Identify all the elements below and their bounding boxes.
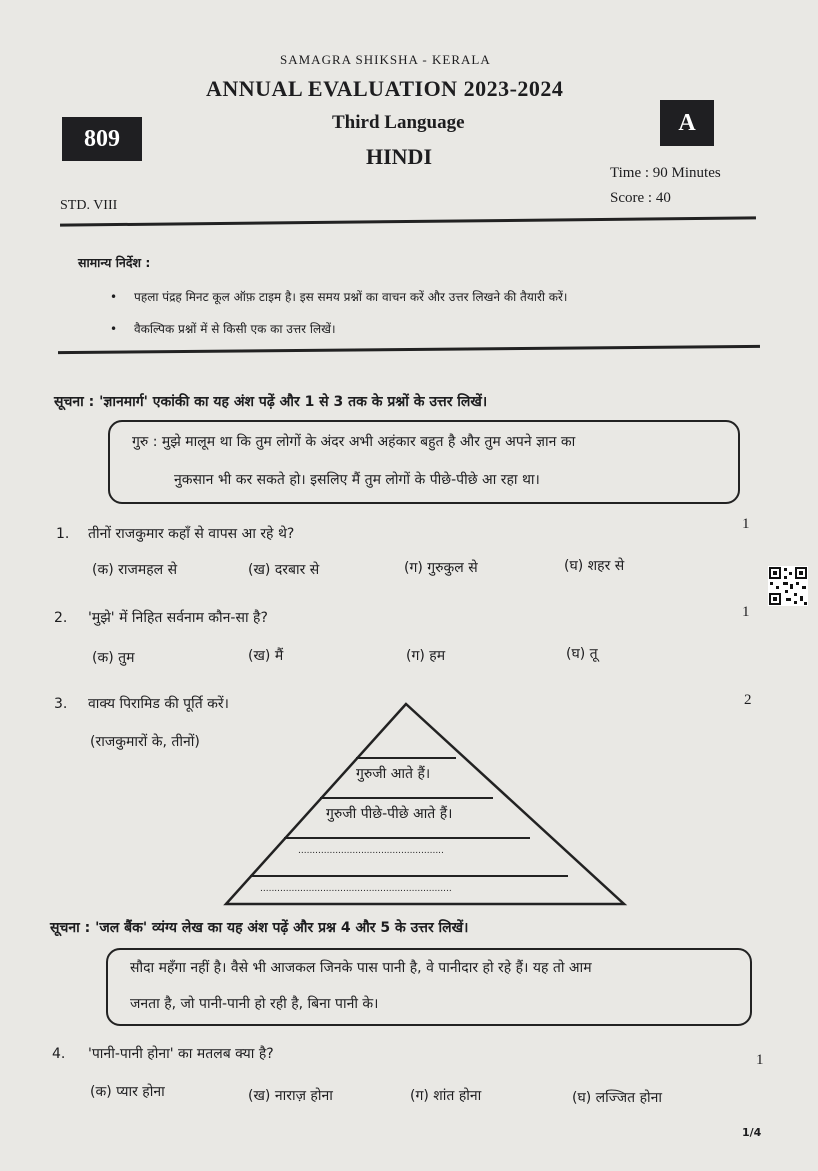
question-marks: 2: [744, 692, 752, 708]
header-divider: [60, 216, 756, 226]
option-d: (घ) तू: [566, 646, 598, 662]
question-number: 3.: [54, 696, 68, 712]
section2-note: सूचना : 'जल बैंक' व्यंग्य लेख का यह अंश पढ़ें और प्रश्न 4 और 5 के उत्तर लिखें।: [50, 920, 469, 936]
question-text: तीनों राजकुमार कहाँ से वापस आ रहे थे?: [88, 526, 295, 542]
option-c: (ग) हम: [406, 648, 446, 664]
pyramid-line-2: गुरुजी पीछे-पीछे आते हैं।: [326, 806, 453, 822]
instructions-heading: सामान्य निर्देश :: [78, 255, 151, 270]
question-text: 'मुझे' में निहित सर्वनाम कौन-सा है?: [88, 610, 268, 626]
option-b: (ख) मैं: [248, 648, 284, 664]
organization-name: SAMAGRA SHIKSHA - KERALA: [280, 52, 491, 67]
passage1-line2: नुकसान भी कर सकते हो। इसलिए मैं तुम लोगों के पीछे-पीछे आ रहा था।: [174, 472, 540, 488]
option-c: (ग) शांत होना: [410, 1088, 482, 1104]
passage2-line2: जनता है, जो पानी-पानी हो रही है, बिना पानी के।: [130, 996, 379, 1012]
question-marks: 1: [742, 516, 750, 532]
pyramid-line-3: ...................................................: [298, 846, 444, 856]
score-info: Score : 40: [610, 190, 671, 206]
instruction-item: •: [110, 322, 118, 336]
option-b: (ख) दरबार से: [248, 562, 320, 578]
question-number: 4.: [52, 1046, 66, 1062]
language-name: HINDI: [366, 144, 433, 169]
question-hint: (राजकुमारों के, तीनों): [90, 734, 200, 750]
time-info: Time : 90 Minutes: [610, 165, 721, 181]
paper-code-badge: 809: [62, 117, 142, 161]
qr-code-icon: [768, 566, 808, 606]
instruction-item: •: [110, 290, 118, 304]
instruction-item-text: पहला पंद्रह मिनट कूल ऑफ़ टाइम है। इस समय प्रश्नों का वाचन करें और उत्तर लिखने की तैयारी करें।: [134, 290, 568, 304]
option-a: (क) तुम: [92, 650, 135, 666]
set-label-badge: A: [660, 100, 714, 146]
question-text: वाक्य पिरामिड की पूर्ति करें।: [88, 696, 229, 712]
page-number: 1/4: [742, 1126, 762, 1139]
question-number: 1.: [56, 526, 70, 542]
instruction-item-text: वैकल्पिक प्रश्नों में से किसी एक का उत्तर लिखें।: [134, 322, 336, 336]
pyramid-line-4: ...................................................................: [260, 884, 452, 894]
section1-note: सूचना : 'ज्ञानमार्ग' एकांकी का यह अंश पढ़ें और 1 से 3 तक के प्रश्नों के उत्तर लिखें।: [54, 394, 488, 410]
option-a: (क) प्यार होना: [90, 1084, 165, 1100]
question-marks: 1: [756, 1052, 764, 1068]
question-marks: 1: [742, 604, 750, 620]
option-c: (ग) गुरुकुल से: [404, 560, 478, 576]
instructions-divider: [58, 345, 760, 354]
question-number: 2.: [54, 610, 68, 626]
option-b: (ख) नाराज़ होना: [248, 1088, 333, 1104]
passage2-line1: सौदा महँगा नहीं है। वैसे भी आजकल जिनके पास पानी है, वे पानीदार हो रहे हैं। यह तो आम: [130, 960, 592, 976]
option-a: (क) राजमहल से: [92, 562, 178, 578]
passage1-line1: गुरु : मुझे मालूम था कि तुम लोगों के अंदर अभी अहंकार बहुत है और तुम अपने ज्ञान का: [132, 434, 576, 450]
option-d: (घ) लज्जित होना: [572, 1090, 663, 1106]
exam-title: ANNUAL EVALUATION 2023-2024: [206, 76, 564, 101]
question-text: 'पानी-पानी होना' का मतलब क्या है?: [88, 1046, 274, 1062]
option-d: (घ) शहर से: [564, 558, 625, 574]
standard-info: STD. VIII: [60, 198, 118, 213]
subject-name: Third Language: [332, 112, 465, 133]
pyramid-line-1: गुरुजी आते हैं।: [356, 766, 431, 782]
